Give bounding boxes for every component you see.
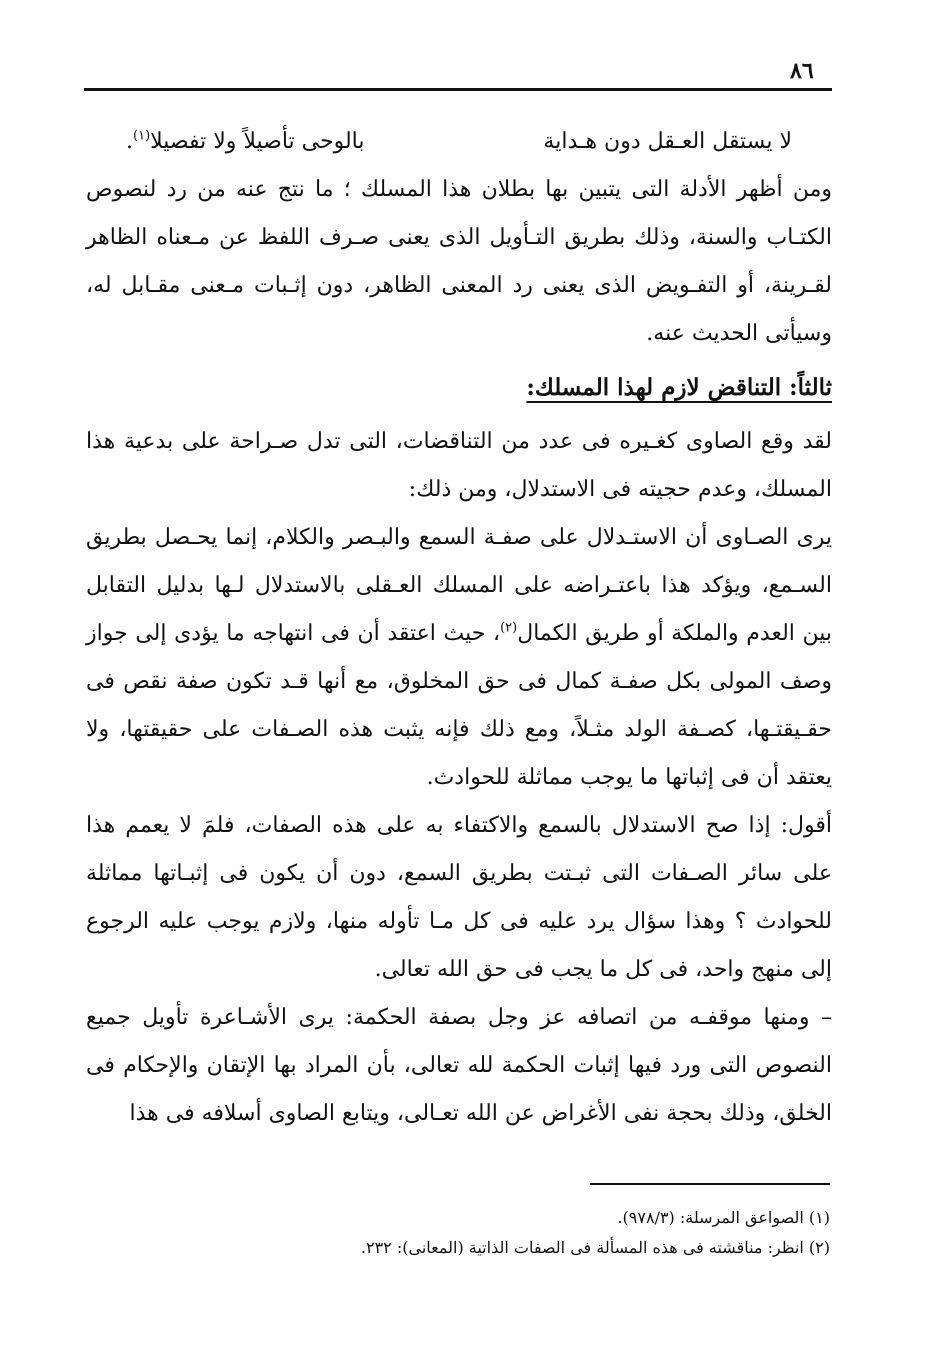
verse-first-hemistich: لا يستقل العـقل دون هـداية — [543, 129, 792, 154]
paragraph-contradictions: لقد وقع الصاوى كغـيره فى عدد من التناقضات، التى تدل صـراحة على بدعية هذا المسلك، وعدم حجيته فى الاستدلال، ومن ذلك: — [86, 429, 832, 502]
paragraph-sawi-view-part1: يرى الصـاوى أن الاستـدلال على صفـة السمع والبـصر والكلام، إنما يحـصل بطريق السـمع، ويؤكد هذا باعتـراضه على المسلك العـقلى بالاستدلال لـها بدليل التقابل بين العدم والملكة أو طريق الكمال — [86, 525, 833, 646]
paragraph-author-reply: أقول: إذا صح الاستدلال بالسمع والاكتفاء به على هذه الصفات، فلمَ لا يعمم هذا على سائر الصـفات التى ثبـتت بطريق السمع، دون أن يكون فى إثبـاتها مماثلة للحوادث ؟ وهذا سؤال يرد عليه فى كل مـا تأوله منها، ولازم يوجب عليه الرجوع إلى منهج واحد، فى كل ما يجب فى حق الله تعالى. — [86, 813, 832, 982]
footnote-ref-2[interactable]: (٢) — [500, 620, 518, 636]
section-heading-text: ثالثاً: التناقض لازم لهذا المسلك: — [526, 374, 832, 401]
header-rule — [84, 88, 832, 91]
verse-second-text: بالوحى تأصيلاً ولا تفصيلا — [150, 129, 365, 154]
footnote-1: (١) الصواعق المرسلة: (٩٧٨/٣). — [617, 1208, 830, 1227]
verse-end: . — [126, 129, 133, 154]
footnote-rule — [590, 1183, 830, 1185]
paragraph-sawi-view — [86, 514, 832, 802]
main-text — [86, 118, 832, 1138]
page-number: ٨٦ — [790, 58, 814, 84]
footnote-ref-1[interactable]: (١) — [133, 128, 151, 144]
verse-second-hemistich — [126, 118, 365, 166]
paragraph-wisdom-attribute: – ومنها موقفـه من اتصافه عز وجل بصفة الحكمة: يرى الأشـاعرة تأويل جميع النصوص التى ورد فيها إثبات الحكمة لله تعالى، بأن المراد بها الإتقان والإحكام فى الخلق، وذلك بحجة نفى الأغراض عن الله تعـالى، ويتابع الصاوى أسلافه فى هذا — [86, 1005, 832, 1126]
footnote-2: (٢) انظر: مناقشته فى هذه المسألة فى الصفات الذاتية (المعانى): ٢٣٢. — [360, 1238, 830, 1257]
paragraph-sawi-view-part2: ، حيث اعتقد أن فى انتهاجه ما يؤدى إلى جواز وصف المولى بكل صفـة كمال فى حق المخلوق، مع أنها قـد تكون صفة نقص فى حقـيقتـها، كصـفة الولد مثـلاً، ومع ذلك فإنه يثبت هذه الصـفات على حقيقتها، ولا يعتقد أن فى إثباتها ما يوجب مماثلة للحوادث. — [86, 621, 832, 790]
footnotes — [300, 1203, 830, 1263]
paragraph-interpretation: ومن أظهر الأدلة التى يتبين بها بطلان هذا المسلك ؛ ما نتج عنه من رد لنصوص الكتـاب والسنة، وذلك بطريق التـأويل الذى يعنى صـرف اللفظ عن مـعناه الظاهر لقـرينة، أو التفـويض الذى يعنى رد المعنى الظاهر، دون إثـبات مـعنى مقـابل له، وسيأتى الحديث عنه. — [86, 177, 832, 346]
section-heading — [86, 364, 832, 412]
verse-line — [86, 118, 832, 166]
